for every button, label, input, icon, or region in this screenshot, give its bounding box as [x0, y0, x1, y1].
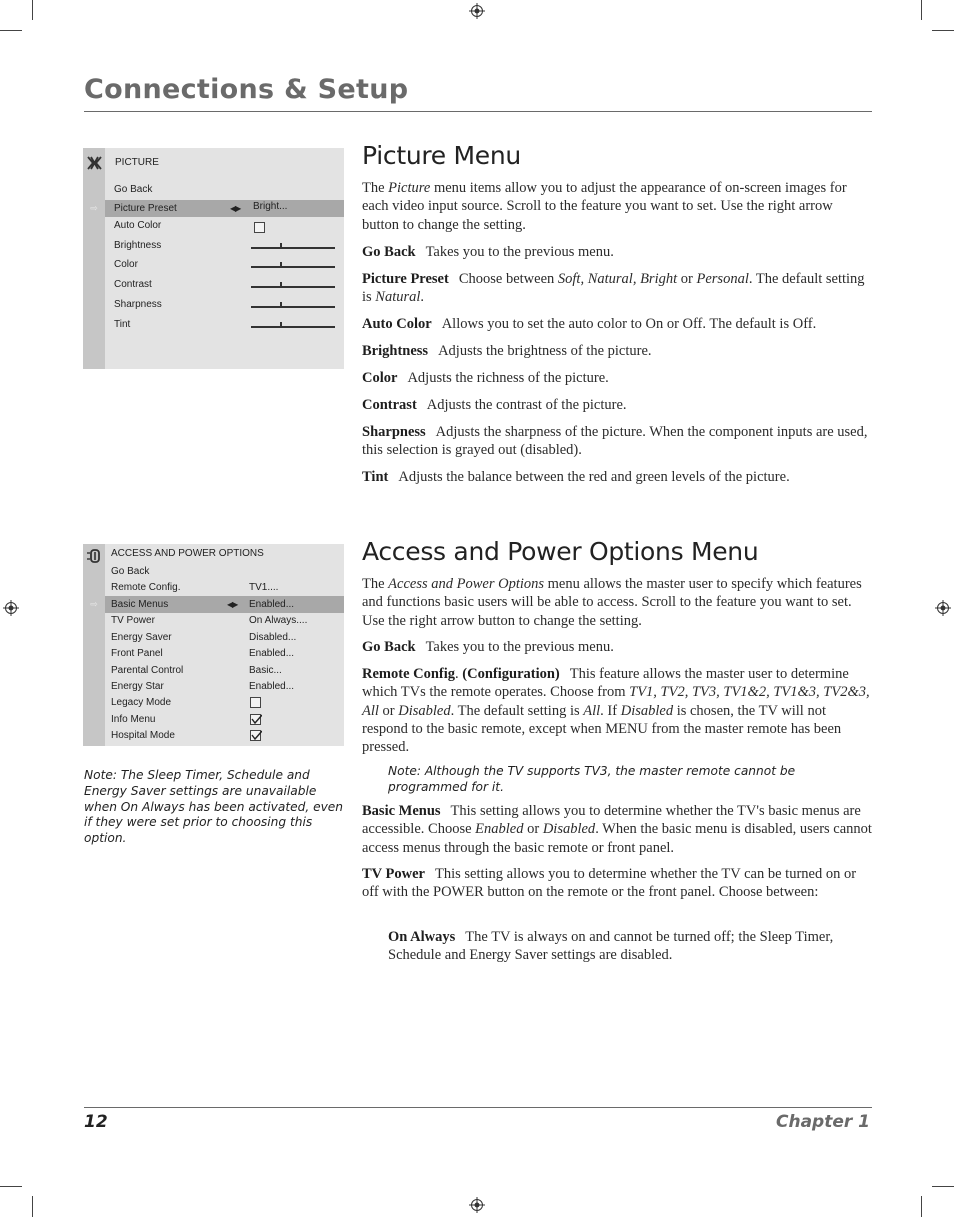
definition: Takes you to the previous menu. [425, 639, 614, 655]
crop-mark [932, 1186, 954, 1187]
osd-row-legacy-mode[interactable] [105, 694, 344, 711]
term: Go Back [362, 244, 416, 260]
slider-knob[interactable] [280, 243, 282, 249]
definition: Adjusts the contrast of the picture. [426, 397, 627, 413]
registration-mark-icon [469, 1197, 485, 1213]
text: menu items allow you to adjust the appearance of on-screen images for each video input source. Scroll to the feature you want to set. Use the right arrow button to change the setting. [362, 180, 847, 233]
definition: or [523, 821, 543, 838]
osd-row-value: Enabled... [249, 599, 295, 610]
text-emphasis: Personal [696, 271, 749, 287]
osd-row-value: Basic... [249, 665, 282, 676]
def-tv-power [362, 865, 872, 902]
registration-mark-icon [935, 600, 951, 616]
osd-row-label: Front Panel [111, 648, 163, 659]
osd-row-picture-preset[interactable] [90, 200, 344, 217]
text-emphasis: Picture [388, 180, 431, 196]
registration-mark-icon [469, 3, 485, 19]
term: Contrast [362, 397, 417, 413]
selection-arrow-icon: ⇨ [90, 203, 98, 213]
access-intro [362, 575, 872, 630]
crop-mark [0, 1186, 22, 1187]
osd-row-label: Energy Saver [111, 632, 172, 643]
lock-power-icon [86, 548, 103, 567]
definition: The TV is always on and cannot be turned off; the Sleep Timer, Schedule and Energy Saver settings are disabled. [388, 929, 834, 964]
definition: or [677, 271, 697, 287]
sidebar-note: Note: The Sleep Timer, Schedule and Energy Saver settings are unavailable when On Always has been activated, even if they were set prior to choosing this option. [84, 768, 344, 846]
term: Go Back [362, 639, 416, 655]
picture-menu-icon [86, 155, 103, 174]
slider-knob[interactable] [280, 302, 282, 308]
osd-row-contrast[interactable] [105, 276, 344, 293]
def-basic-menus [362, 802, 872, 857]
osd-go-back[interactable] [105, 181, 344, 198]
slider-knob[interactable] [280, 322, 282, 328]
text-emphasis: Disabled [542, 821, 596, 838]
def-sharpness [362, 423, 872, 460]
definition: Allows you to set the auto color to On or Off. The default is Off. [441, 316, 817, 332]
osd-row-value: Enabled... [249, 648, 295, 659]
page-title: Connections & Setup [84, 74, 409, 105]
definition: This setting allows you to determine whether the TV's basic menus are accessible. Choose [362, 803, 861, 838]
osd-row-sharpness[interactable] [105, 296, 344, 313]
def-tint [362, 468, 872, 486]
definition: This feature allows the master user to determine which TVs the remote operates. Choose from [362, 666, 849, 701]
osd-title: ACCESS AND POWER OPTIONS [111, 548, 264, 559]
contrast-slider[interactable] [251, 286, 335, 288]
osd-sidebar [83, 148, 105, 369]
osd-row-value: Disabled... [249, 632, 297, 643]
text-emphasis: All [583, 702, 601, 719]
osd-sidebar [83, 544, 105, 746]
osd-row-value: Bright... [253, 201, 288, 212]
osd-row-remote-config[interactable] [105, 579, 344, 596]
text: The [362, 180, 389, 196]
osd-row-label: Energy Star [111, 681, 164, 692]
selection-arrow-icon: ⇨ [90, 599, 98, 609]
tv3-note: Note: Although the TV supports TV3, the master remote cannot be programmed for it. [388, 764, 796, 794]
text-emphasis: Disabled [398, 702, 451, 719]
crop-mark [32, 0, 33, 20]
osd-row-value: Enabled... [249, 681, 295, 692]
term: Brightness [362, 343, 429, 359]
term: Color [362, 370, 398, 386]
checkbox-icon[interactable] [250, 697, 261, 708]
osd-row-basic-menus[interactable] [90, 596, 344, 613]
color-slider[interactable] [251, 266, 335, 268]
page-number: 12 [84, 1112, 108, 1132]
osd-row-front-panel[interactable] [105, 645, 344, 662]
sharpness-slider[interactable] [251, 306, 335, 308]
crop-mark [0, 30, 22, 31]
def-go-back [362, 638, 872, 656]
brightness-slider[interactable] [251, 247, 335, 249]
definition: Adjusts the balance between the red and green levels of the picture. [398, 469, 790, 485]
chapter-label: Chapter 1 [775, 1112, 870, 1132]
osd-row-go-back[interactable] [105, 563, 344, 580]
checkbox-icon[interactable] [254, 222, 265, 233]
text: menu allows the master user to specify which features and functions basic users will be able to access. Scroll to the feature you want to set. Use the right arrow button to change the setting. [362, 576, 862, 629]
osd-row-brightness[interactable] [105, 237, 344, 254]
term: Picture Preset [362, 271, 449, 287]
def-color [362, 369, 872, 387]
osd-row-label: Auto Color [114, 220, 162, 231]
osd-row-auto-color[interactable] [105, 217, 344, 234]
slider-knob[interactable] [280, 282, 282, 288]
definition: Takes you to the previous menu. [425, 244, 614, 260]
osd-row-label: Color [114, 259, 138, 270]
osd-row-color[interactable] [105, 256, 344, 273]
osd-row-label: TV Power [111, 615, 155, 626]
term: On Always [388, 929, 456, 945]
definition: or [378, 702, 399, 719]
def-on-always [388, 928, 858, 965]
def-auto-color [362, 315, 872, 333]
crop-mark [921, 0, 922, 20]
osd-row-label: Remote Config. [111, 582, 181, 593]
osd-row-value: On Always.... [249, 615, 308, 626]
osd-row-energy-star[interactable] [105, 678, 344, 695]
term: TV Power [362, 866, 425, 882]
crop-mark [921, 1196, 922, 1217]
crop-mark [932, 30, 954, 31]
def-remote-config [362, 665, 872, 756]
left-right-arrows-icon: ◀▶ [227, 600, 238, 609]
osd-row-tv-power[interactable] [105, 612, 344, 629]
picture-menu-screenshot [83, 148, 344, 369]
osd-title: PICTURE [115, 157, 159, 168]
osd-go-back-label: Go Back [114, 184, 153, 195]
osd-row-label: Parental Control [111, 665, 184, 676]
osd-row-label: Contrast [114, 279, 152, 290]
text: The [362, 576, 389, 592]
osd-row-energy-saver[interactable] [105, 629, 344, 646]
left-right-arrows-icon: ◀▶ [230, 204, 241, 213]
osd-row-label: Hospital Mode [111, 730, 175, 741]
slider-knob[interactable] [280, 262, 282, 268]
text-emphasis: Natural [375, 289, 421, 306]
osd-row-parental-control[interactable] [105, 662, 344, 679]
term: Remote Config [362, 666, 456, 682]
text: . [455, 666, 463, 682]
term: Auto Color [362, 316, 432, 332]
definition: Adjusts the sharpness of the picture. When the component inputs are used, this selection is grayed out (disabled). [362, 424, 868, 459]
term: Basic Menus [362, 803, 441, 819]
definition: is chosen, the TV will not respond to the basic remote, except when MENU from the master remote has been pressed. [362, 702, 842, 756]
section-heading-access-power: Access and Power Options Menu [362, 537, 759, 566]
osd-row-label: Sharpness [114, 299, 162, 310]
osd-row-tint[interactable] [105, 316, 344, 333]
footer-rule [84, 1107, 872, 1108]
picture-intro [362, 179, 872, 234]
osd-row-info-menu[interactable] [105, 711, 344, 728]
term: Tint [362, 469, 389, 485]
definition: Adjusts the brightness of the picture. [438, 343, 652, 359]
definition: . The default setting is [362, 271, 865, 306]
text-emphasis: Enabled [475, 821, 524, 838]
def-contrast [362, 396, 872, 414]
definition: . If [600, 702, 621, 719]
checked-checkbox-icon[interactable] [250, 714, 261, 725]
definition: Choose between [458, 271, 558, 287]
definition: . [420, 289, 425, 306]
osd-row-hospital-mode[interactable] [105, 727, 344, 744]
access-power-menu-screenshot [83, 544, 344, 746]
osd-row-label: Brightness [114, 240, 162, 251]
definition: This setting allows you to determine whether the TV can be turned on or off with the POWER button on the remote or the front panel. Choose between: [362, 866, 857, 901]
section-heading-picture-menu: Picture Menu [362, 141, 521, 170]
term: Sharpness [362, 424, 426, 440]
osd-row-label: Tint [114, 319, 131, 330]
registration-mark-icon [3, 600, 19, 616]
definition: . When the basic menu is disabled, users cannot access menus through the basic remote or front panel. [362, 821, 872, 856]
term: (Configuration) [462, 666, 560, 682]
osd-row-label: Info Menu [111, 714, 156, 725]
checked-checkbox-icon[interactable] [250, 730, 261, 741]
header-rule [84, 111, 872, 112]
def-go-back [362, 243, 872, 261]
def-picture-preset [362, 270, 872, 307]
text-emphasis: Access and Power Options [388, 576, 545, 592]
osd-row-label: Legacy Mode [111, 697, 172, 708]
text-emphasis: TV1, TV2, TV3, TV1&2, TV1&3, TV2&3, All [362, 684, 870, 719]
osd-row-label: Go Back [111, 566, 150, 577]
tint-slider[interactable] [251, 326, 335, 328]
text-emphasis: Disabled [620, 702, 674, 719]
definition: . The default setting is [450, 702, 584, 719]
osd-row-value: TV1.... [249, 582, 279, 593]
osd-row-label: Basic Menus [111, 599, 169, 610]
def-brightness [362, 342, 872, 360]
osd-row-label: Picture Preset [114, 203, 177, 214]
text-emphasis: Soft, Natural, Bright [557, 271, 678, 287]
crop-mark [32, 1196, 33, 1217]
definition: Adjusts the richness of the picture. [407, 370, 609, 386]
